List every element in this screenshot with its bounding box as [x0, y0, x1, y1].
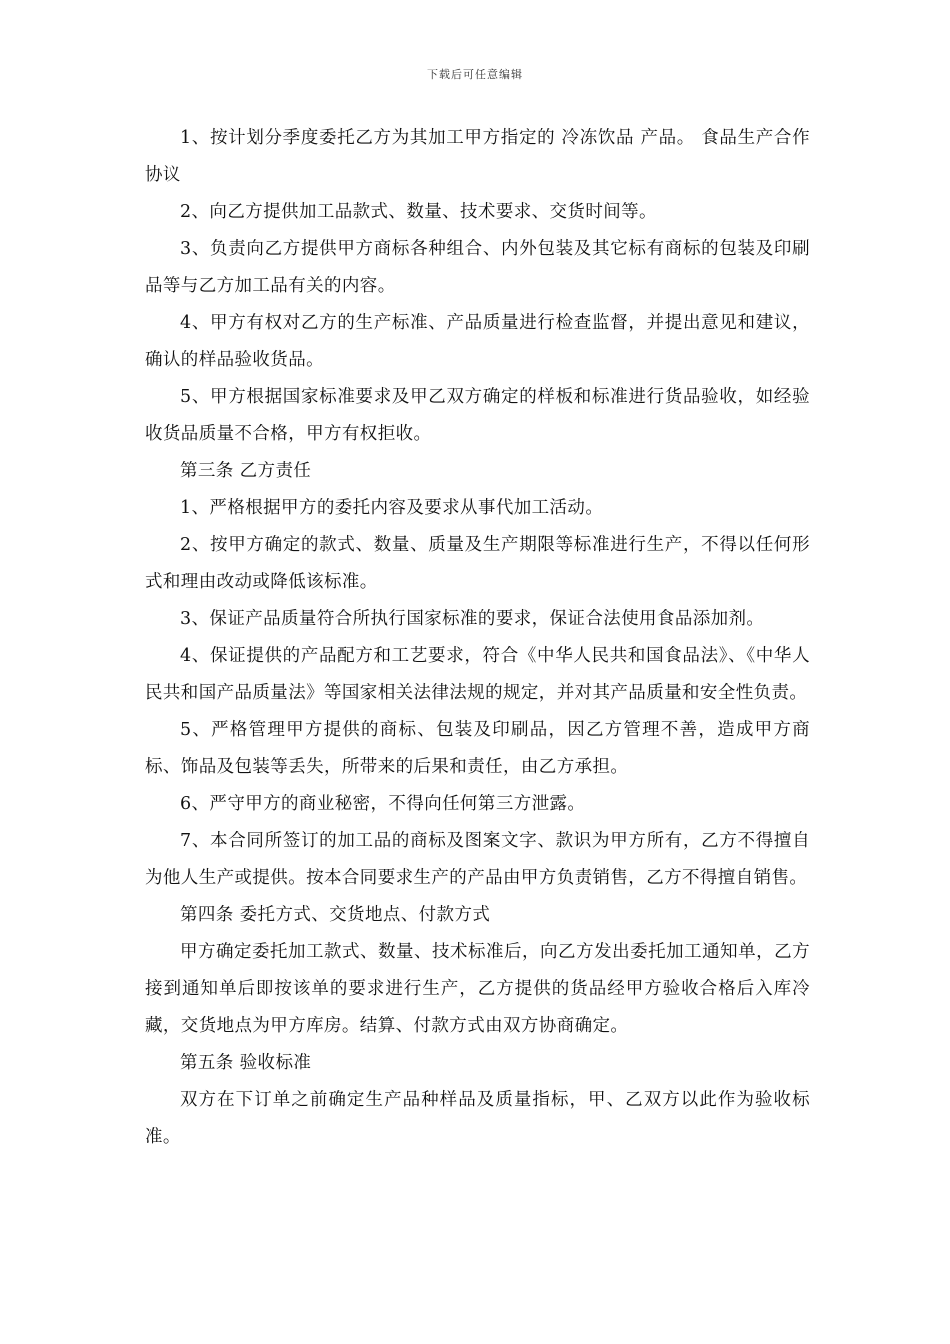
- clause-paragraph: 5、甲方根据国家标准要求及甲乙双方确定的样板和标准进行货品验收，如经验收货品质量不合格，甲方有权拒收。: [145, 387, 810, 444]
- page-header: 下载后可任意编辑: [427, 68, 523, 81]
- document-body: [145, 120, 810, 1156]
- clause-paragraph: 5、严格管理甲方提供的商标、包装及印刷品，因乙方管理不善，造成甲方商标、饰品及包装等丢失，所带来的后果和责任，由乙方承担。: [145, 720, 810, 777]
- section-heading-article-4: 第四条 委托方式、交货地点、付款方式: [180, 905, 491, 925]
- clause-paragraph: 4、保证提供的产品配方和工艺要求，符合《中华人民共和国食品法》、《中华人民共和国产品质量法》等国家相关法律法规的规定，并对其产品质量和安全性负责。: [145, 646, 810, 703]
- clause-paragraph: 甲方确定委托加工款式、数量、技术标准后，向乙方发出委托加工通知单，乙方接到通知单后即按该单的要求进行生产，乙方提供的货品经甲方验收合格后入库冷藏，交货地点为甲方库房。结算、付款方式由双方协商确定。: [145, 942, 810, 1036]
- clause-paragraph: 4、甲方有权对乙方的生产标准、产品质量进行检查监督，并提出意见和建议，确认的样品验收货品。: [145, 313, 810, 370]
- clause-paragraph: 2、按甲方确定的款式、数量、质量及生产期限等标准进行生产，不得以任何形式和理由改动或降低该标准。: [145, 535, 810, 592]
- clause-paragraph: 3、保证产品质量符合所执行国家标准的要求，保证合法使用食品添加剂。: [180, 609, 765, 629]
- clause-paragraph: 双方在下订单之前确定生产品种样品及质量指标，甲、乙双方以此作为验收标准。: [145, 1090, 810, 1147]
- clause-paragraph: 7、本合同所签订的加工品的商标及图案文字、款识为甲方所有，乙方不得擅自为他人生产或提供。按本合同要求生产的产品由甲方负责销售，乙方不得擅自销售。: [145, 831, 810, 888]
- clause-paragraph: 1、严格根据甲方的委托内容及要求从事代加工活动。: [180, 498, 604, 518]
- clause-paragraph: 1、按计划分季度委托乙方为其加工甲方指定的 冷冻饮品 产品。 食品生产合作协议: [145, 128, 810, 185]
- clause-paragraph: 2、向乙方提供加工品款式、数量、技术要求、交货时间等。: [180, 202, 657, 222]
- clause-paragraph: 6、严守甲方的商业秘密，不得向任何第三方泄露。: [180, 794, 586, 814]
- clause-paragraph: 3、负责向乙方提供甲方商标各种组合、内外包装及其它标有商标的包装及印刷品等与乙方加工品有关的内容。: [145, 239, 810, 296]
- section-heading-article-3: 第三条 乙方责任: [180, 461, 312, 481]
- section-heading-article-5: 第五条 验收标准: [180, 1053, 312, 1073]
